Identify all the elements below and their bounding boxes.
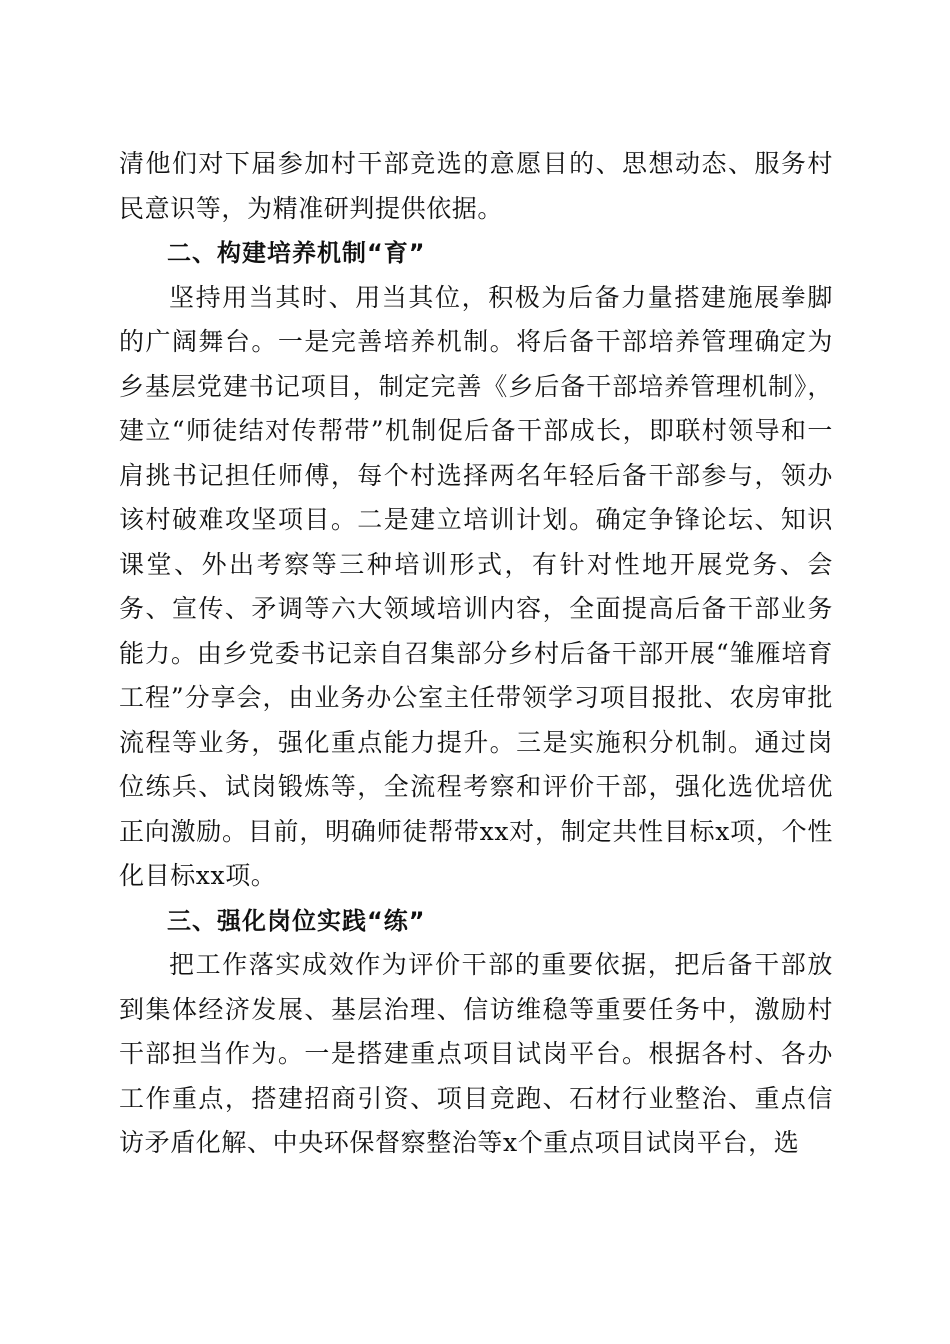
paragraph-training-mechanism: 坚持用当其时、用当其位，积极为后备力量搭建施展拳脚的广阔舞台。一是完善培养机制。将后备干部培养管理确定为乡基层党建书记项目，制定完善《乡后备干部培养管理机制》，建立“师徒结对传帮带”机制促后备干部成长，即联村领导和一肩挑书记担任师傅，每个村选择两名年轻后备干部参与，领办该村破难攻坚项目。二是建立培训计划。确定争锋论坛、知识课堂、外出考察等三种培训形式，有针对性地开展党务、会务、宣传、矛调等六大领域培训内容，全面提高后备干部业务能力。由乡党委书记亲自召集部分乡村后备干部开展“雏雁培育工程”分享会，由业务办公室主任带领学习项目报批、农房审批流程等业务，强化重点能力提升。三是实施积分机制。通过岗位练兵、试岗锻炼等，全流程考察和评价干部，强化选优培优正向激励。目前，明确师徒帮带xx对，制定共性目标x项，个性化目标xx项。 [119, 282, 833, 890]
section-heading-3: 三、强化岗位实践“练” [167, 906, 426, 935]
document-body [119, 142, 833, 1166]
paragraph-job-practice: 把工作落实成效作为评价干部的重要依据，把后备干部放到集体经济发展、基层治理、信访维稳等重要任务中，激励村干部担当作为。一是搭建重点项目试岗平台。根据各村、各办工作重点，搭建招商引资、项目竞跑、石材行业整治、重点信访矛盾化解、中央环保督察整治等x个重点项目试岗平台，选 [119, 950, 833, 1157]
paragraph-continuation: 清他们对下届参加村干部竞选的意愿目的、思想动态、服务村民意识等，为精准研判提供依据。 [119, 149, 833, 223]
section-heading-2: 二、构建培养机制“育” [167, 239, 426, 267]
